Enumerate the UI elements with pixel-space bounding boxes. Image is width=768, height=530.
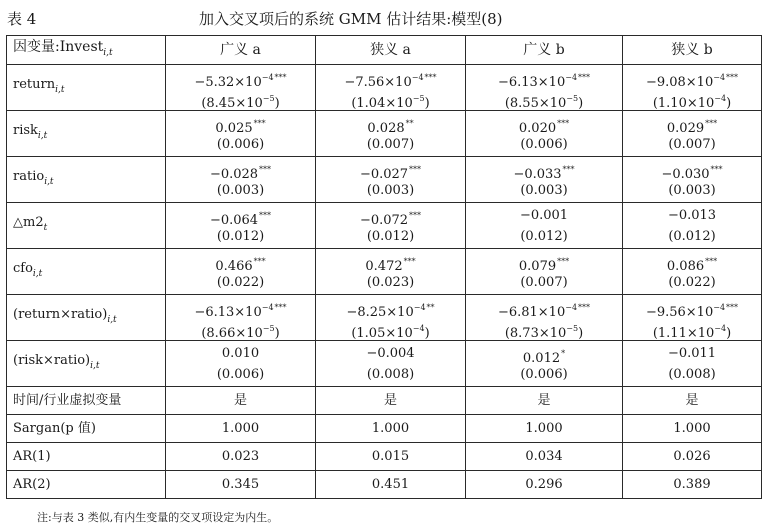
table-row <box>7 65 762 111</box>
value-cell <box>466 295 623 341</box>
standard-error-value: (0.012) <box>520 228 568 244</box>
table-row <box>7 415 762 443</box>
standard-error-value: (1.04×10 <box>351 95 413 111</box>
coefficient-exponent: −4 <box>261 72 274 82</box>
significance-stars: *** <box>557 118 570 128</box>
coefficient <box>316 67 465 88</box>
standard-error-exponent: −5 <box>566 323 579 333</box>
coefficient-value: −0.072 <box>359 212 409 228</box>
standard-error <box>466 226 622 247</box>
value-cell <box>166 249 316 295</box>
row-label <box>7 415 166 443</box>
standard-error-value: (0.007) <box>668 136 716 152</box>
standard-error-value: (0.012) <box>216 228 265 244</box>
standard-error <box>623 226 761 247</box>
coefficient-value: 0.028 <box>367 120 405 136</box>
standard-error <box>623 272 761 293</box>
value-cell <box>466 249 623 295</box>
coefficient <box>166 343 315 364</box>
row-label-text: Sargan(p 值) <box>13 420 96 436</box>
header-col-1: 广义 a <box>166 36 316 65</box>
value-cell <box>316 65 466 111</box>
row-label <box>7 387 166 415</box>
results-table <box>6 35 762 499</box>
coefficient <box>166 390 315 411</box>
table-row <box>7 387 762 415</box>
coefficient-value: −8.25×10 <box>346 304 414 320</box>
value-cell <box>316 471 466 499</box>
row-label-text: cfo <box>13 261 33 276</box>
standard-error <box>166 272 315 293</box>
coefficient-value: −6.81×10 <box>497 304 566 320</box>
value-cell <box>316 295 466 341</box>
coefficient-value: 0.020 <box>518 120 557 136</box>
coefficient-value: 1.000 <box>371 421 410 436</box>
coefficient <box>466 297 622 318</box>
coefficient <box>466 159 622 180</box>
row-label <box>7 341 166 387</box>
standard-error-exponent: −5 <box>566 93 579 103</box>
coefficient <box>623 474 761 495</box>
significance-stars: ** <box>426 302 435 312</box>
row-label-subscript: i,t <box>55 85 65 95</box>
coefficient-value: 0.012 <box>522 350 561 366</box>
standard-error-close-paren: ) <box>274 95 280 111</box>
significance-stars: *** <box>259 210 272 220</box>
coefficient <box>623 159 761 180</box>
row-label <box>7 443 166 471</box>
standard-error-value: (0.022) <box>216 274 265 290</box>
row-label <box>7 111 166 157</box>
coefficient-value: −0.028 <box>209 166 259 182</box>
value-cell <box>466 341 623 387</box>
coefficient-value: 0.010 <box>221 345 260 361</box>
table-row <box>7 341 762 387</box>
coefficient-value: 1.000 <box>221 421 260 436</box>
standard-error <box>466 134 622 155</box>
value-cell <box>166 443 316 471</box>
standard-error-exponent: −4 <box>714 93 727 103</box>
coefficient <box>316 297 465 318</box>
coefficient <box>623 113 761 134</box>
header-dependent-variable <box>7 36 166 65</box>
standard-error-exponent: −5 <box>412 93 425 103</box>
value-cell <box>466 157 623 203</box>
row-label <box>7 249 166 295</box>
standard-error <box>166 364 315 385</box>
coefficient-value: 0.015 <box>371 449 410 464</box>
coefficient <box>166 113 315 134</box>
standard-error-value: (0.012) <box>366 228 415 244</box>
coefficient-value: −0.064 <box>209 212 259 228</box>
coefficient-value: −9.08×10 <box>645 74 714 90</box>
header-col-3: 广义 b <box>466 36 623 65</box>
coefficient <box>466 67 622 88</box>
value-cell <box>623 471 762 499</box>
standard-error-value: (0.012) <box>668 228 716 244</box>
coefficient <box>466 390 622 411</box>
standard-error-value: (0.008) <box>366 366 415 382</box>
value-cell <box>166 471 316 499</box>
standard-error <box>466 180 622 201</box>
coefficient-value: 1.000 <box>673 421 711 436</box>
coefficient <box>316 205 465 226</box>
standard-error-close-paren: ) <box>578 95 584 111</box>
standard-error <box>166 180 315 201</box>
significance-stars: *** <box>557 256 570 266</box>
coefficient <box>466 418 622 439</box>
coefficient <box>316 390 465 411</box>
standard-error-value: (0.007) <box>366 136 415 152</box>
coefficient-value: 是 <box>537 393 551 408</box>
standard-error <box>316 88 465 109</box>
coefficient <box>466 251 622 272</box>
standard-error <box>316 180 465 201</box>
table-row <box>7 157 762 203</box>
standard-error-value: (8.66×10 <box>201 325 263 341</box>
row-label <box>7 471 166 499</box>
coefficient-exponent: −4 <box>565 302 578 312</box>
row-label-text: risk <box>13 123 38 138</box>
table-row <box>7 471 762 499</box>
value-cell <box>623 387 762 415</box>
significance-stars: *** <box>403 256 416 266</box>
table-caption <box>7 8 763 30</box>
row-label-subscript: i,t <box>107 315 117 325</box>
row-label-subscript: i,t <box>32 269 43 279</box>
coefficient <box>316 113 465 134</box>
value-cell <box>166 65 316 111</box>
value-cell <box>166 295 316 341</box>
coefficient-value: −0.033 <box>513 166 562 182</box>
standard-error-value: (0.003) <box>668 182 716 198</box>
value-cell <box>623 249 762 295</box>
value-cell <box>466 415 623 443</box>
standard-error-exponent: −5 <box>262 323 275 333</box>
coefficient <box>166 297 315 318</box>
value-cell <box>316 341 466 387</box>
coefficient-value: 是 <box>685 393 699 408</box>
significance-stars: *** <box>409 164 422 174</box>
standard-error-exponent: −4 <box>714 323 727 333</box>
value-cell <box>623 203 762 249</box>
header-row <box>7 36 762 65</box>
coefficient-value: 0.451 <box>371 477 410 492</box>
value-cell <box>623 415 762 443</box>
standard-error-value: (0.006) <box>216 136 265 152</box>
standard-error-value: (0.007) <box>520 274 568 290</box>
standard-error <box>623 88 761 109</box>
coefficient <box>623 343 761 364</box>
row-label <box>7 295 166 341</box>
standard-error-value: (0.006) <box>216 366 265 382</box>
standard-error-value: (8.73×10 <box>504 325 567 341</box>
coefficient-value: −0.030 <box>661 166 710 182</box>
coefficient-value: −6.13×10 <box>497 74 566 90</box>
row-label-subscript: i,t <box>37 131 48 141</box>
significance-stars: ** <box>405 118 414 128</box>
standard-error <box>623 134 761 155</box>
coefficient-value: −0.001 <box>519 207 569 223</box>
value-cell <box>316 415 466 443</box>
row-label <box>7 65 166 111</box>
coefficient <box>623 418 761 439</box>
coefficient-value: −7.56×10 <box>344 74 412 90</box>
significance-stars: *** <box>726 72 739 82</box>
standard-error-close-paren: ) <box>726 325 732 341</box>
row-label-text: △m2 <box>13 215 44 230</box>
value-cell <box>316 157 466 203</box>
coefficient <box>623 251 761 272</box>
coefficient <box>316 343 465 364</box>
standard-error-value: (8.55×10 <box>504 95 567 111</box>
standard-error <box>623 318 761 339</box>
value-cell <box>316 203 466 249</box>
value-cell <box>623 111 762 157</box>
coefficient-value: −0.027 <box>359 166 409 182</box>
coefficient <box>316 446 465 467</box>
standard-error <box>466 88 622 109</box>
standard-error <box>316 134 465 155</box>
coefficient <box>166 474 315 495</box>
coefficient <box>466 343 622 364</box>
standard-error-exponent: −4 <box>412 323 425 333</box>
value-cell <box>166 341 316 387</box>
value-cell <box>166 111 316 157</box>
coefficient-value: −0.013 <box>667 207 717 223</box>
coefficient-value: −9.56×10 <box>645 304 714 320</box>
coefficient <box>316 251 465 272</box>
row-label <box>7 203 166 249</box>
coefficient <box>316 474 465 495</box>
header-label-main: 因变量:Invest <box>13 39 104 55</box>
value-cell <box>316 387 466 415</box>
value-cell <box>316 443 466 471</box>
table-number: 表 4 <box>7 10 37 28</box>
standard-error-value: (1.05×10 <box>351 325 413 341</box>
significance-stars: *** <box>578 302 591 312</box>
significance-stars: *** <box>705 118 718 128</box>
coefficient <box>166 418 315 439</box>
coefficient-value: 是 <box>233 393 247 408</box>
value-cell <box>623 443 762 471</box>
row-label-text: AR(2) <box>13 476 51 492</box>
standard-error <box>466 318 622 339</box>
value-cell <box>623 295 762 341</box>
significance-stars: *** <box>424 72 437 82</box>
significance-stars: *** <box>259 164 272 174</box>
significance-stars: *** <box>274 72 287 82</box>
coefficient <box>623 205 761 226</box>
coefficient <box>166 205 315 226</box>
standard-error-close-paren: ) <box>274 325 280 341</box>
significance-stars: *** <box>562 164 575 174</box>
standard-error <box>316 226 465 247</box>
value-cell <box>466 111 623 157</box>
coefficient-value: 0.086 <box>666 258 705 274</box>
standard-error <box>166 88 315 109</box>
coefficient-value: 0.034 <box>525 449 563 464</box>
coefficient <box>166 446 315 467</box>
coefficient-exponent: −4 <box>413 302 426 312</box>
value-cell <box>466 443 623 471</box>
significance-stars: *** <box>710 164 723 174</box>
value-cell <box>466 471 623 499</box>
significance-stars: *** <box>726 302 739 312</box>
value-cell <box>316 249 466 295</box>
coefficient <box>466 205 622 226</box>
standard-error-value: (0.003) <box>366 182 415 198</box>
coefficient-exponent: −4 <box>713 72 726 82</box>
coefficient-exponent: −4 <box>411 72 424 82</box>
standard-error <box>316 318 465 339</box>
value-cell <box>623 65 762 111</box>
coefficient-value: 0.023 <box>221 449 260 464</box>
coefficient-value: 0.026 <box>673 449 711 464</box>
row-label-subscript: i,t <box>44 177 54 187</box>
row-label-subscript: i,t <box>90 361 100 371</box>
coefficient-value: 0.296 <box>525 477 563 492</box>
value-cell <box>623 341 762 387</box>
header-col-4: 狭义 b <box>623 36 762 65</box>
standard-error-value: (0.022) <box>668 274 716 290</box>
standard-error-value: (0.008) <box>668 366 716 382</box>
significance-stars: *** <box>274 302 287 312</box>
standard-error-value: (0.023) <box>366 274 415 290</box>
coefficient-exponent: −4 <box>565 72 578 82</box>
significance-stars: * <box>561 348 566 358</box>
standard-error-value: (0.003) <box>520 182 568 198</box>
header-col-2: 狭义 a <box>316 36 466 65</box>
coefficient <box>466 446 622 467</box>
table-row <box>7 111 762 157</box>
value-cell <box>466 65 623 111</box>
coefficient <box>166 251 315 272</box>
standard-error-exponent: −5 <box>262 93 275 103</box>
standard-error <box>166 226 315 247</box>
header-label-sub: i,t <box>103 48 113 58</box>
table-row <box>7 249 762 295</box>
coefficient-value: 是 <box>383 393 397 408</box>
standard-error-value: (1.11×10 <box>652 325 715 341</box>
row-label-text: (risk×ratio) <box>13 353 91 368</box>
coefficient <box>166 67 315 88</box>
coefficient <box>316 159 465 180</box>
standard-error-value: (1.10×10 <box>652 95 715 111</box>
standard-error-value: (0.006) <box>520 366 568 382</box>
standard-error <box>623 180 761 201</box>
significance-stars: *** <box>578 72 591 82</box>
value-cell <box>466 203 623 249</box>
coefficient <box>623 390 761 411</box>
coefficient-value: 0.389 <box>673 477 711 492</box>
value-cell <box>166 387 316 415</box>
coefficient <box>623 67 761 88</box>
coefficient <box>623 297 761 318</box>
value-cell <box>466 387 623 415</box>
coefficient-value: −0.004 <box>366 345 415 361</box>
significance-stars: *** <box>409 210 422 220</box>
coefficient <box>316 418 465 439</box>
coefficient-value: 0.466 <box>215 258 253 274</box>
coefficient <box>623 446 761 467</box>
standard-error <box>623 364 761 385</box>
coefficient-exponent: −4 <box>713 302 726 312</box>
coefficient <box>166 159 315 180</box>
standard-error-close-paren: ) <box>726 95 732 111</box>
standard-error <box>316 272 465 293</box>
table-row <box>7 443 762 471</box>
value-cell <box>166 203 316 249</box>
standard-error <box>316 364 465 385</box>
row-label-text: (return×ratio) <box>13 307 108 322</box>
coefficient-value: 0.472 <box>365 258 403 274</box>
standard-error-value: (0.006) <box>520 136 568 152</box>
standard-error <box>166 318 315 339</box>
row-label-text: ratio <box>13 169 45 184</box>
coefficient-exponent: −4 <box>261 302 274 312</box>
standard-error-close-paren: ) <box>424 325 430 341</box>
standard-error-close-paren: ) <box>424 95 430 111</box>
value-cell <box>316 111 466 157</box>
row-label-text: return <box>13 77 56 92</box>
value-cell <box>623 157 762 203</box>
coefficient-value: 1.000 <box>525 421 563 436</box>
coefficient-value: −5.32×10 <box>194 74 262 90</box>
coefficient-value: 0.029 <box>666 120 705 136</box>
table-body <box>7 65 762 499</box>
coefficient-value: 0.345 <box>221 477 260 492</box>
standard-error-value: (8.45×10 <box>201 95 263 111</box>
row-label-subscript: t <box>43 223 48 233</box>
table-title: 加入交叉项后的系统 GMM 估计结果:模型(8) <box>199 10 503 28</box>
standard-error <box>466 364 622 385</box>
row-label-text: AR(1) <box>13 448 51 464</box>
table-row <box>7 203 762 249</box>
significance-stars: *** <box>253 256 266 266</box>
standard-error-value: (0.003) <box>216 182 265 198</box>
table-row <box>7 295 762 341</box>
coefficient-value: −6.13×10 <box>194 304 262 320</box>
row-label <box>7 157 166 203</box>
significance-stars: *** <box>253 118 266 128</box>
coefficient-value: 0.079 <box>518 258 557 274</box>
coefficient <box>466 113 622 134</box>
table-note: 注:与表 3 类似,有内生变量的交叉项设定为内生。 <box>37 511 279 524</box>
value-cell <box>166 415 316 443</box>
coefficient-value: −0.011 <box>667 345 717 361</box>
coefficient-value: 0.025 <box>215 120 253 136</box>
value-cell <box>166 157 316 203</box>
row-label-text: 时间/行业虚拟变量 <box>13 392 122 408</box>
significance-stars: *** <box>705 256 718 266</box>
standard-error-close-paren: ) <box>578 325 584 341</box>
coefficient <box>466 474 622 495</box>
standard-error <box>466 272 622 293</box>
standard-error <box>166 134 315 155</box>
